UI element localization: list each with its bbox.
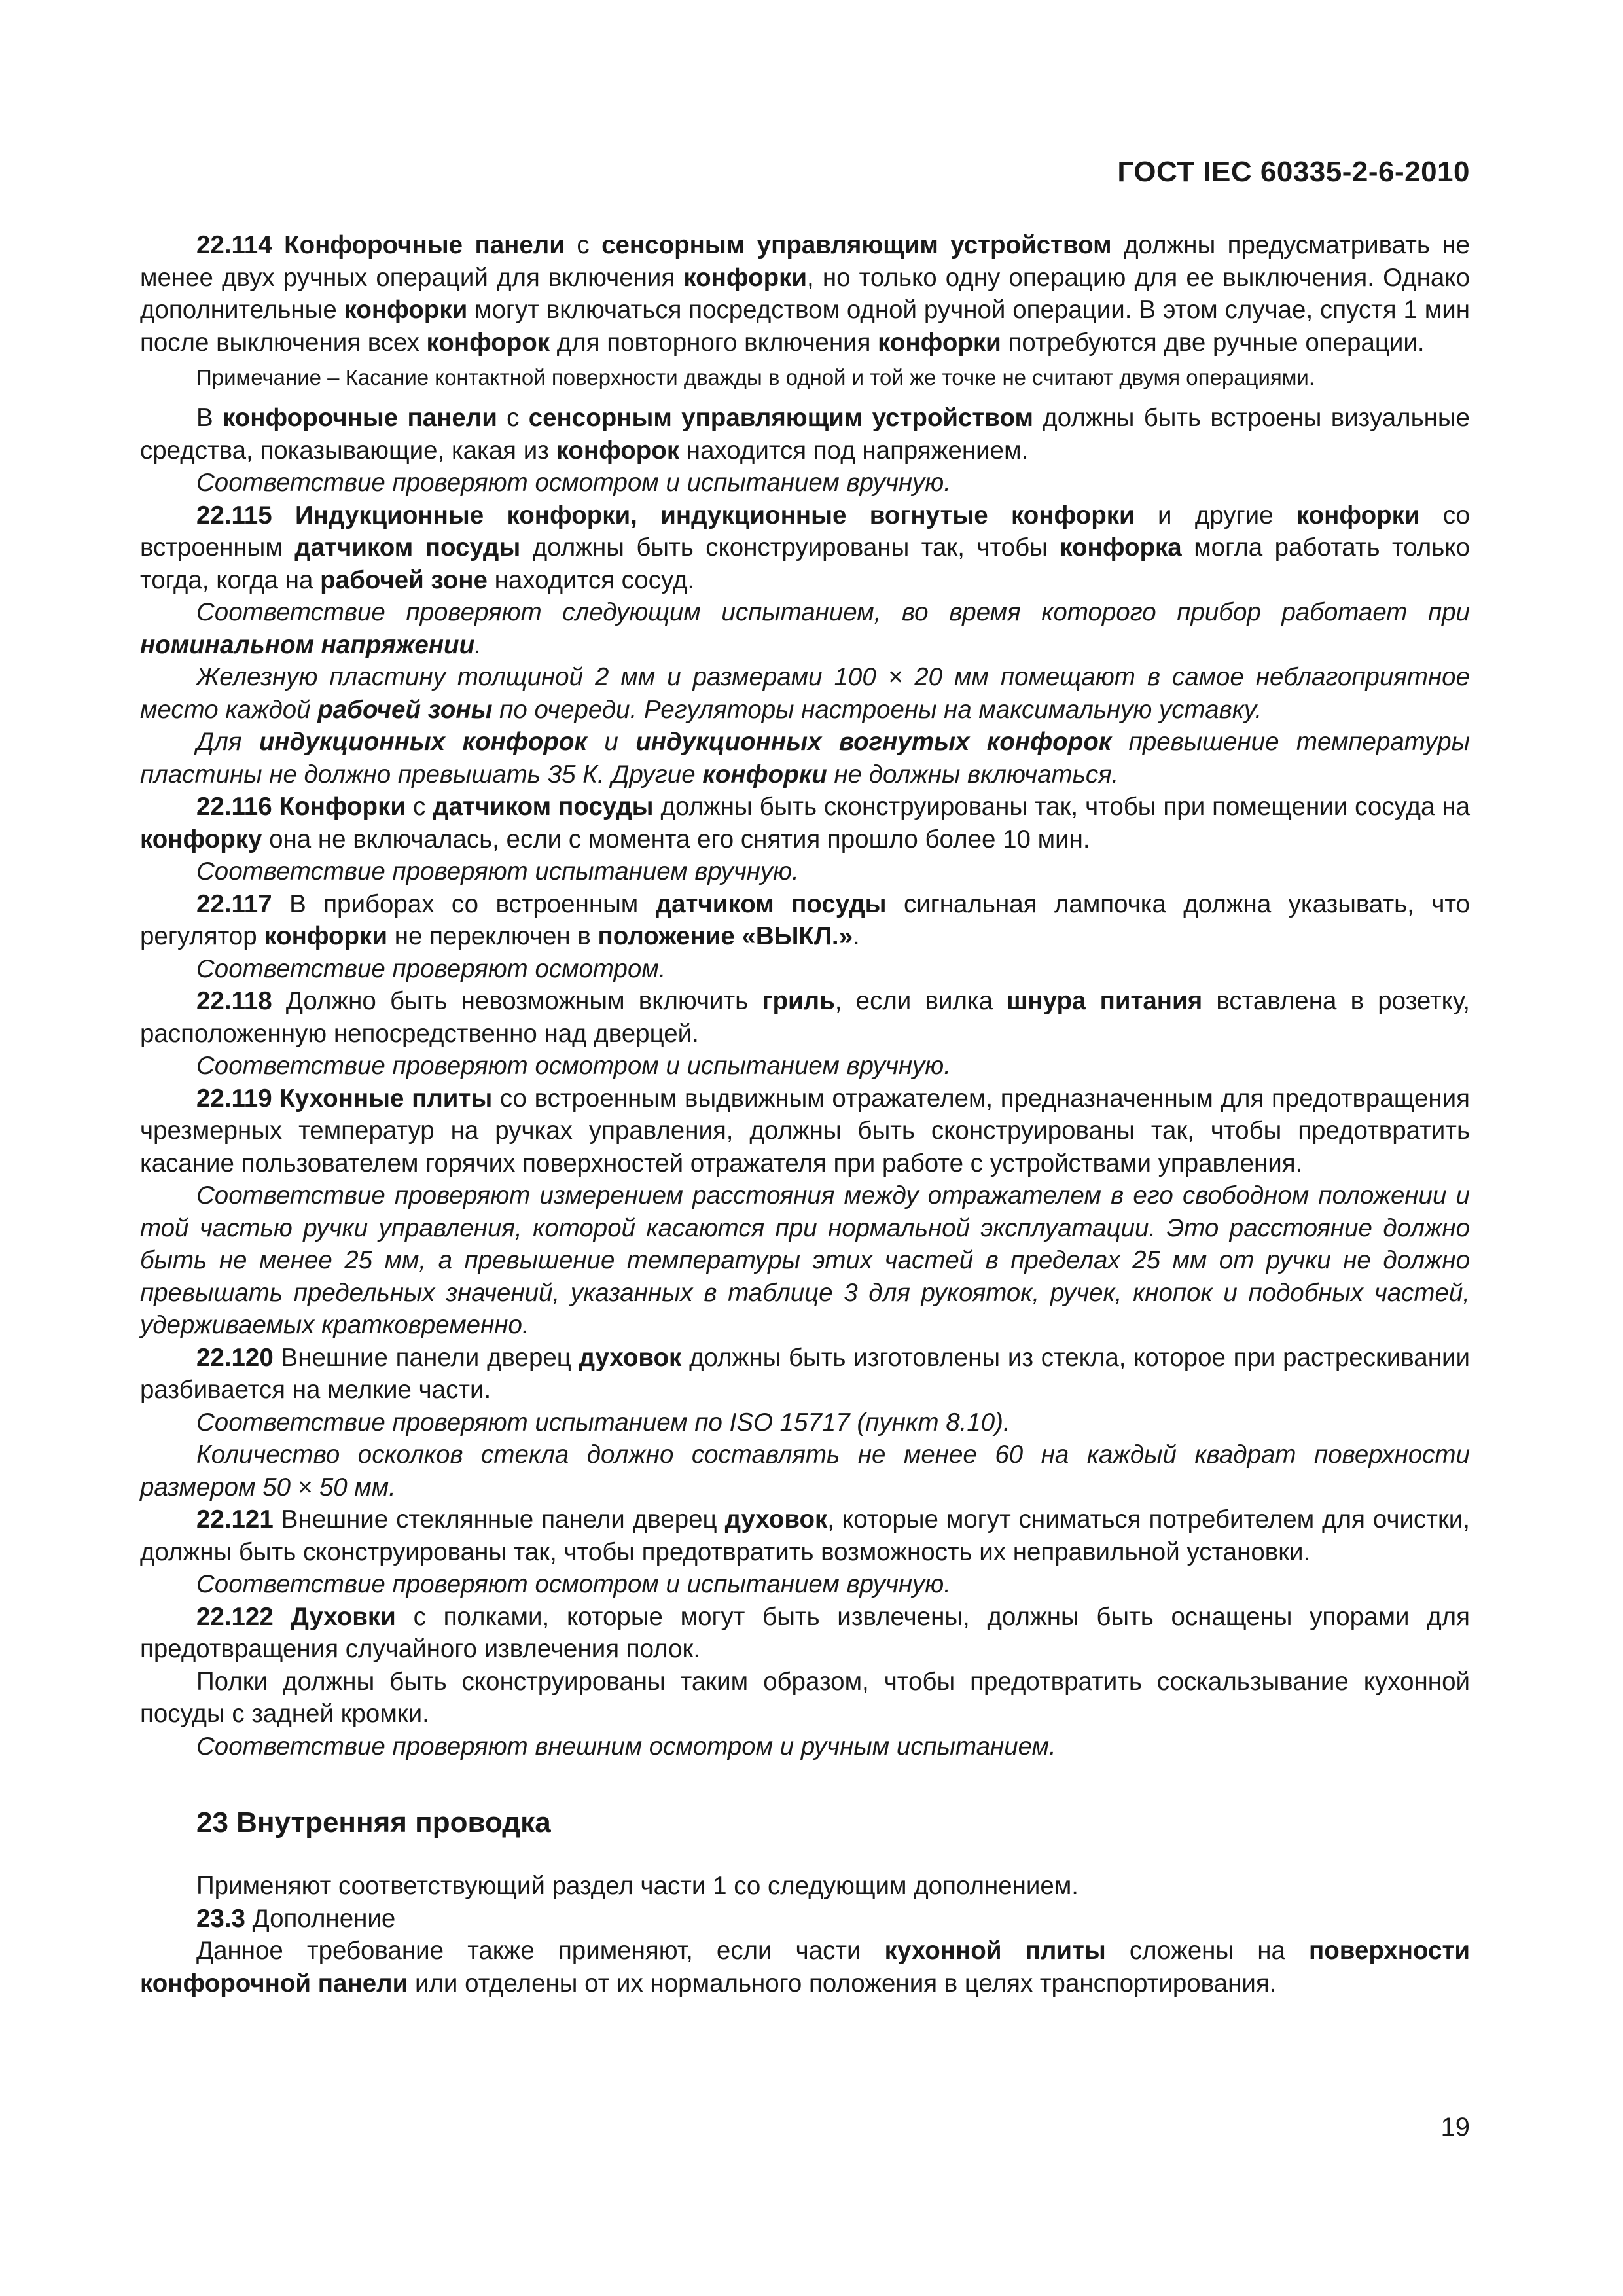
document-body [140, 229, 1470, 2000]
paragraph-23-3: Данное требование также применяют, если части кухонной плиты сложены на поверхности конфорочной панели или отделены от их нормального положения в целях транспортирования. [140, 1937, 1470, 1998]
clause-22-115: 22.115 Индукционные конфорки, индукционные вогнутые конфорки и другие конфорки со встроенным датчиком посуды должны быть сконструированы так, чтобы конфорка могла работать только тогда, когда на рабочей зоне находится сосуд. [140, 501, 1471, 594]
clause-22-117: 22.117 В приборах со встроенным датчиком посуды сигнальная лампочка должна указывать, что регулятор конфорки не переключен в положение «ВЫКЛ.». [140, 889, 1470, 950]
compliance-text: Соответствие проверяют внешним осмотром и ручным испытанием. [196, 1732, 1056, 1761]
clause-number: 22.119 [196, 1084, 272, 1113]
paragraph-visual-means: В конфорочные панели с сенсорным управляющим устройством должны быть встроены визуальные средства, показывающие, какая из конфорок находится под напряжением. [140, 404, 1471, 465]
compliance-text: Соответствие проверяют измерением расстояния между отражателем в его свободном положении и той частью ручки управления, которой касаются при нормальной эксплуатации. Это расстояние должно быть не менее 25 мм, а превышение температуры этих частей в пределах 25 мм от ручки не должно превышать предельных значений, указанных в таблице 3 для рукояток, ручек, кнопок и подобных частей, удерживаемых кратковременно. [140, 1181, 1470, 1339]
paragraph-shelves: Полки должны быть сконструированы таким образом, чтобы предотвратить соскальзывание кухонной посуды с задней кромки. [140, 1667, 1470, 1728]
clause-number: 22.122 [196, 1602, 274, 1631]
compliance-text: Соответствие проверяют осмотром и испытанием вручную. [196, 469, 951, 497]
section-heading-23: 23 Внутренняя проводка [196, 1806, 551, 1839]
clause-23-3: 23.3 Дополнение [196, 1904, 396, 1933]
clause-22-120: 22.120 Внешние панели дверец духовок должны быть изготовлены из стекла, которое при растрескивании разбивается на мелкие части. [140, 1343, 1470, 1404]
compliance-text: Соответствие проверяют осмотром и испытанием вручную. [196, 1570, 951, 1598]
document-header: ГОСТ IEC 60335-2-6-2010 [1117, 156, 1470, 188]
clause-22-114: 22.114 Конфорочные панели с сенсорным управляющим устройством должны предусматривать не менее двух ручных операций для включения конфорки, но только одну операцию для ее выключения. Однако дополнительные конфорки могут включаться посредством одной ручной операции. В этом случае, спустя 1 мин после выключения всех конфорок для повторного включения конфорки потребуются две ручные операции. [140, 231, 1471, 357]
compliance-text: Соответствие проверяют следующим испытанием, во время которого прибор работает при номинальном напряжении. [140, 598, 1470, 659]
compliance-text: Железную пластину толщиной 2 мм и размерами 100 × 20 мм помещают в самое неблагоприятное место каждой рабочей зоны по очереди. Регуляторы настроены на максимальную уставку. [140, 663, 1470, 724]
clause-22-118: 22.118 Должно быть невозможным включить гриль, если вилка шнура питания вставлена в розетку, расположенную непосредственно над дверцей. [140, 987, 1470, 1048]
compliance-text: Для индукционных конфорок и индукционных вогнутых конфорок превышение температуры пластины не должно превышать 35 К. Другие конфорки не должны включаться. [140, 728, 1471, 789]
clause-22-121: 22.121 Внешние стеклянные панели дверец духовок, которые могут сниматься потребителем для очистки, должны быть сконструированы так, чтобы предотвратить возможность их неправильной установки. [140, 1505, 1470, 1566]
compliance-text: Соответствие проверяют осмотром. [196, 954, 666, 983]
clause-22-122: 22.122 Духовки с полками, которые могут быть извлечены, должны быть оснащены упорами для предотвращения случайного извлечения полок. [140, 1602, 1470, 1663]
clause-number: 22.115 [196, 501, 272, 529]
compliance-text: Количество осколков стекла должно составлять не менее 60 на каждый квадрат поверхности размером 50 × 50 мм. [140, 1441, 1470, 1501]
clause-22-116: 22.116 Конфорки с датчиком посуды должны быть сконструированы так, чтобы при помещении сосуда на конфорку она не включалась, если с момента его снятия прошло более 10 мин. [140, 793, 1470, 853]
page-number: 19 [1440, 2113, 1470, 2142]
clause-number: 23.3 [196, 1904, 245, 1933]
compliance-text: Соответствие проверяют испытанием вручную. [196, 857, 799, 886]
clause-number: 22.114 [196, 231, 272, 259]
clause-number: 22.120 [196, 1343, 274, 1372]
clause-number: 22.118 [196, 987, 272, 1015]
note-touch: Примечание – Касание контактной поверхности дважды в одной и той же точке не считают двумя операциями. [196, 365, 1315, 389]
compliance-text: Соответствие проверяют осмотром и испытанием вручную. [196, 1052, 951, 1080]
clause-number: 22.121 [196, 1505, 274, 1534]
clause-number: 22.116 [196, 793, 272, 821]
paragraph-23-intro: Применяют соответствующий раздел части 1 со следующим дополнением. [196, 1872, 1079, 1900]
compliance-text: Соответствие проверяют испытанием по ISO 15717 (пункт 8.10). [196, 1408, 1010, 1437]
clause-22-119: 22.119 Кухонные плиты со встроенным выдвижным отражателем, предназначенным для предотвращения чрезмерных температур на ручках управления, должны быть сконструированы так, чтобы предотвратить касание пользователем горячих поверхностей отражателя при работе с устройствами управления. [140, 1084, 1470, 1177]
clause-number: 22.117 [196, 889, 272, 918]
